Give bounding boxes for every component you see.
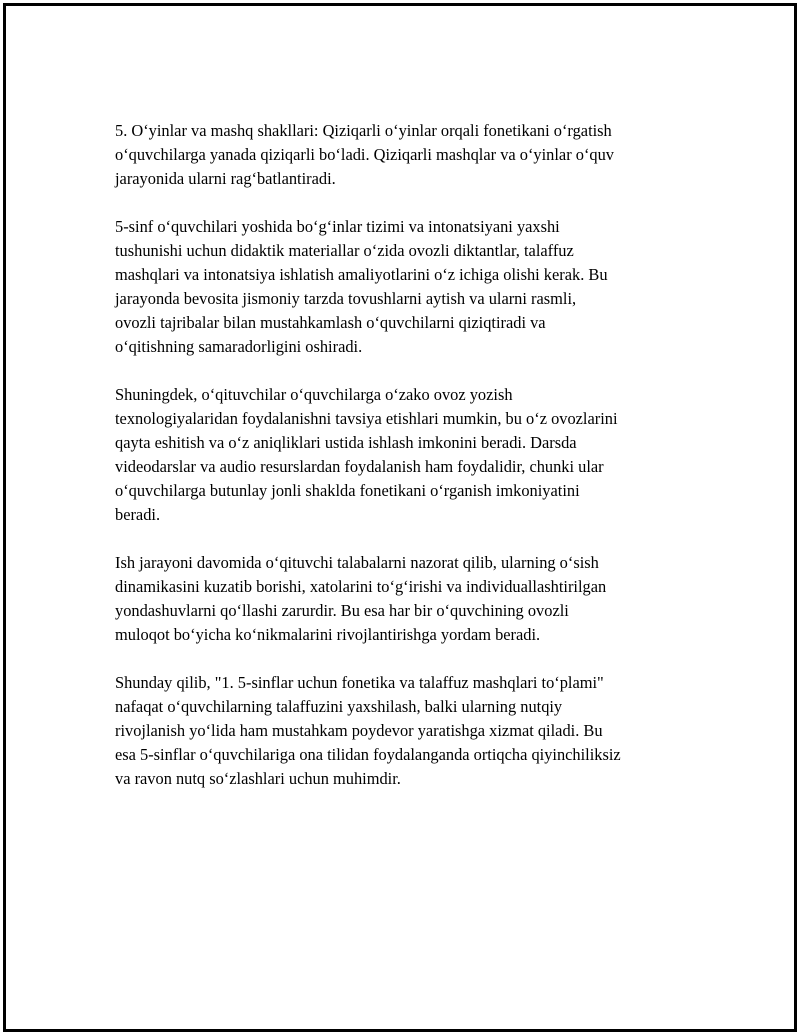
- document-body: [115, 119, 690, 815]
- paragraph-conclusion: Shunday qilib, "1. 5-sinflar uchun fonetika va talaffuz mashqlari to‘plami" nafaqat o‘quvchilarning talaffuzini yaxshilash, balki ularning nutqiy rivojlanish yo‘lida ham mustahkam poydevor yaratishga xizmat qiladi. Bu esa 5-sinflar o‘quvchilariga ona tilidan foydalanganda ortiqcha qiyinchiliksiz va ravon nutq so‘zlashlari uchun muhimdir.: [115, 673, 621, 788]
- paragraph-didactic-materials: 5-sinf o‘quvchilari yoshida bo‘g‘inlar tizimi va intonatsiyani yaxshi tushunishi uchun didaktik materiallar o‘zida ovozli diktantlar, talaffuz mashqlari va intonatsiya ishlatish amaliyotlarini o‘z ichiga olishi kerak. Bu jarayonda bevosita jismoniy tarzda tovushlarni aytish va ularni rasmli, ovozli tajribalar bilan mustahkamlash o‘quvchilarni qiziqtiradi va o‘qitishning samaradorligini oshiradi.: [115, 217, 608, 356]
- paragraph-voice-recording: Shuningdek, o‘qituvchilar o‘quvchilarga o‘zako ovoz yozish texnologiyalaridan foydalanishni tavsiya etishlari mumkin, bu o‘z ovozlarini qayta eshitish va o‘z aniqliklari ustida ishlash imkonini beradi. Darsda videodarslar va audio resurslardan foydalanish ham foydalidir, chunki ular o‘quvchilarga butunlay jonli shaklda fonetikani o‘rganish imkoniyatini beradi.: [115, 385, 618, 524]
- paragraph-teacher-monitoring: Ish jarayoni davomida o‘qituvchi talabalarni nazorat qilib, ularning o‘sish dinamikasini kuzatib borishi, xatolarini to‘g‘irishi va individuallashtirilgan yondashuvlarni qo‘llashi zarurdir. Bu esa har bir o‘quvchining ovozli muloqot bo‘yicha ko‘nikmalarini rivojlantirishga yordam beradi.: [115, 553, 607, 644]
- paragraph-games-exercises: 5. O‘yinlar va mashq shakllari: Qiziqarli o‘yinlar orqali fonetikani o‘rgatish o‘quvchilarga yanada qiziqarli bo‘ladi. Qiziqarli mashqlar va o‘yinlar o‘quv jarayonida ularni rag‘batlantiradi.: [115, 121, 614, 188]
